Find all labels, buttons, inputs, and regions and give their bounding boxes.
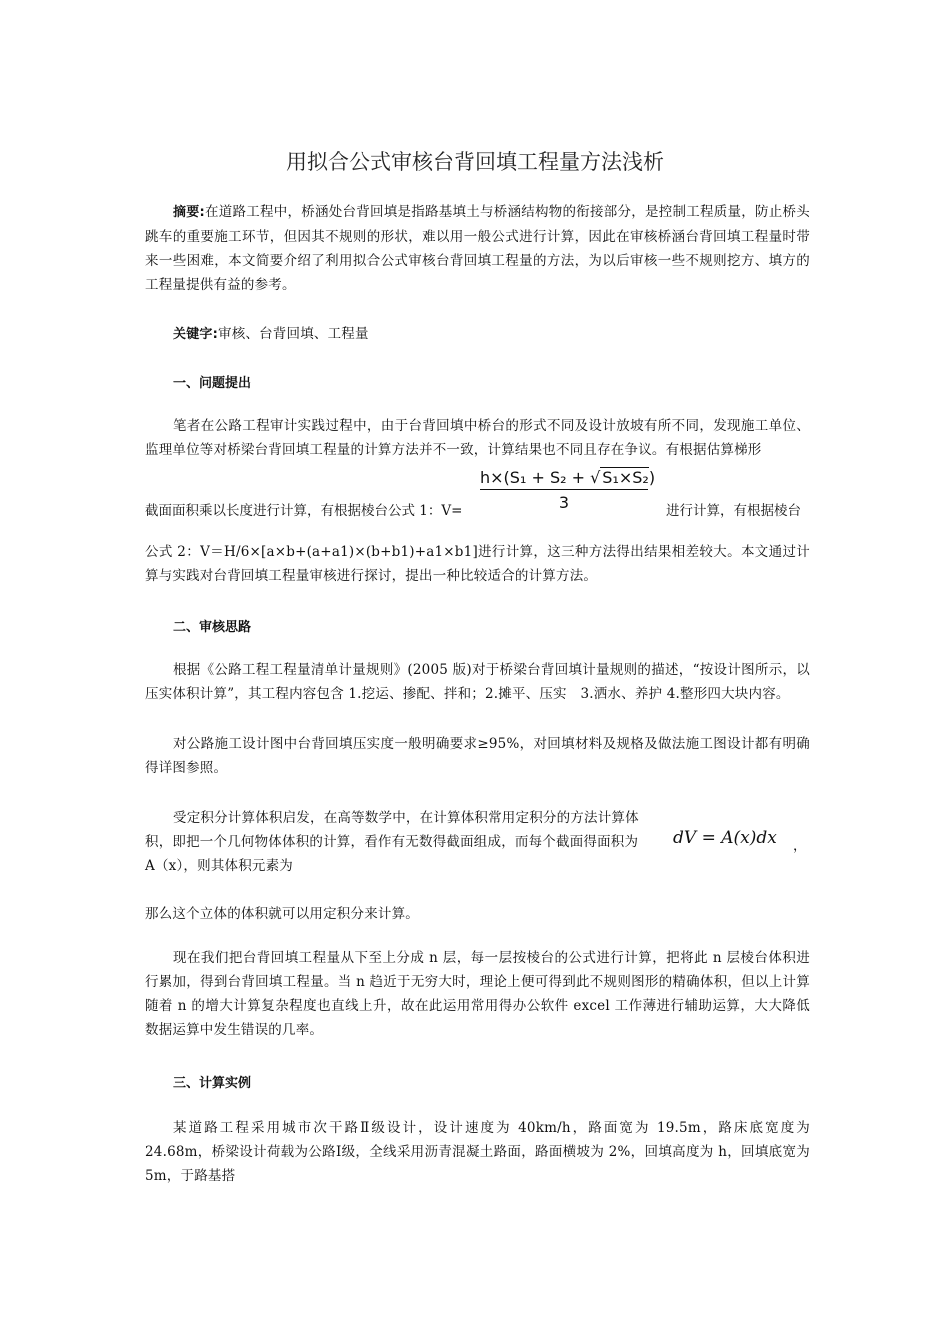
volume-element-formula: dV = A(x)dx <box>673 828 777 848</box>
section-2-paragraph-3: 受定积分计算体积启发，在高等数学中，在计算体积常用定积分的方法计算体积，即把一个几何物体体积的计算，看作有无数得截面组成，而每个截面得面积为 A（x），则其体积元素为 <box>145 810 639 874</box>
section-1-paragraph-2: 公式 2：V＝H/6×[a×b+(a+a1)×(b+b1)+a1×b1]进行计算，这三种方法得出结果相差较大。本文通过计算与实践对台背回填工程量审核进行探讨，提出一种比较适合的计算方法。 <box>145 544 810 584</box>
section-1-heading: 一、问题提出 <box>173 376 252 391</box>
formula-lead-text: 截面面积乘以长度进行计算，有根据棱台公式 1：V= <box>145 503 463 519</box>
keywords-text: 审核、台背回填、工程量 <box>218 326 369 342</box>
section-3-paragraph-1: 某道路工程采用城市次干路Ⅱ级设计，设计速度为 40km/h，路面宽为 19.5m，路床底宽度为 24.68m，桥梁设计荷载为公路Ⅰ级，全线采用沥青混凝土路面，路面横坡为 2%，回填高度为 h，回填底宽为 5m，于路基搭 <box>145 1120 810 1184</box>
section-3-heading: 三、计算实例 <box>173 1076 252 1091</box>
formula-trail-text: 进行计算，有根据棱台 <box>666 503 801 519</box>
prism-formula <box>480 468 656 512</box>
keywords-label: 关键字: <box>173 327 218 342</box>
formula-comma: ， <box>793 838 807 854</box>
formula-numerator: h×(S₁ + S₂ + √ S₁×S₂) <box>480 468 648 490</box>
section-1-paragraph-1: 笔者在公路工程审计实践过程中，由于台背回填中桥台的形式不同及设计放坡有所不同，发现施工单位、监理单位等对桥梁台背回填工程量的计算方法并不一致，计算结果也不同且存在争议。有根据估算梯形 <box>145 418 810 458</box>
abstract-text: 在道路工程中，桥涵处台背回填是指路基填土与桥涵结构物的衔接部分，是控制工程质量，防止桥头跳车的重要施工环节，但因其不规则的形状，难以用一般公式进行计算，因此在审核桥涵台背回填工程量时带来一些困难，本文简要介绍了利用拟合公式审核台背回填工程量的方法，为以后审核一些不规则挖方、填方的工程量提供有益的参考。 <box>145 204 810 293</box>
keywords-paragraph <box>145 322 810 347</box>
formula-sqrt: S₁×S₂ <box>602 468 649 487</box>
section-2-heading: 二、审核思路 <box>173 620 252 635</box>
section-2-paragraph-4: 那么这个立体的体积就可以用定积分来计算。 <box>145 906 419 922</box>
page-title: 用拟合公式审核台背回填工程量方法浅析 <box>286 150 664 174</box>
section-2-paragraph-2: 对公路施工设计图中台背回填压实度一般明确要求≥95%，对回填材料及规格及做法施工图设计都有明确得详图参照。 <box>145 736 810 776</box>
section-2-paragraph-5: 现在我们把台背回填工程量从下至上分成 n 层，每一层按棱台的公式进行计算，把将此 n 层棱台体积进行累加，得到台背回填工程量。当 n 趋近于无穷大时，理论上便可得到此不规则图形的精确体积，但以上计算随着 n 的增大计算复杂程度也直线上升，故在此运用常用得办公软件 excel 工作薄进行辅助运算，大大降低数据运算中发生错误的几率。 <box>145 950 810 1038</box>
abstract-label: 摘要: <box>173 205 205 220</box>
section-2-paragraph-1: 根据《公路工程工程量清单计量规则》(2005 版)对于桥梁台背回填计量规则的描述，“按设计图所示，以压实体积计算”，其工程内容包含 1.挖运、掺配、拌和；2.摊平、压实 3.洒水、养护 4.整形四大块内容。 <box>145 662 810 702</box>
abstract-paragraph <box>145 200 810 297</box>
formula-denominator: 3 <box>558 493 570 512</box>
